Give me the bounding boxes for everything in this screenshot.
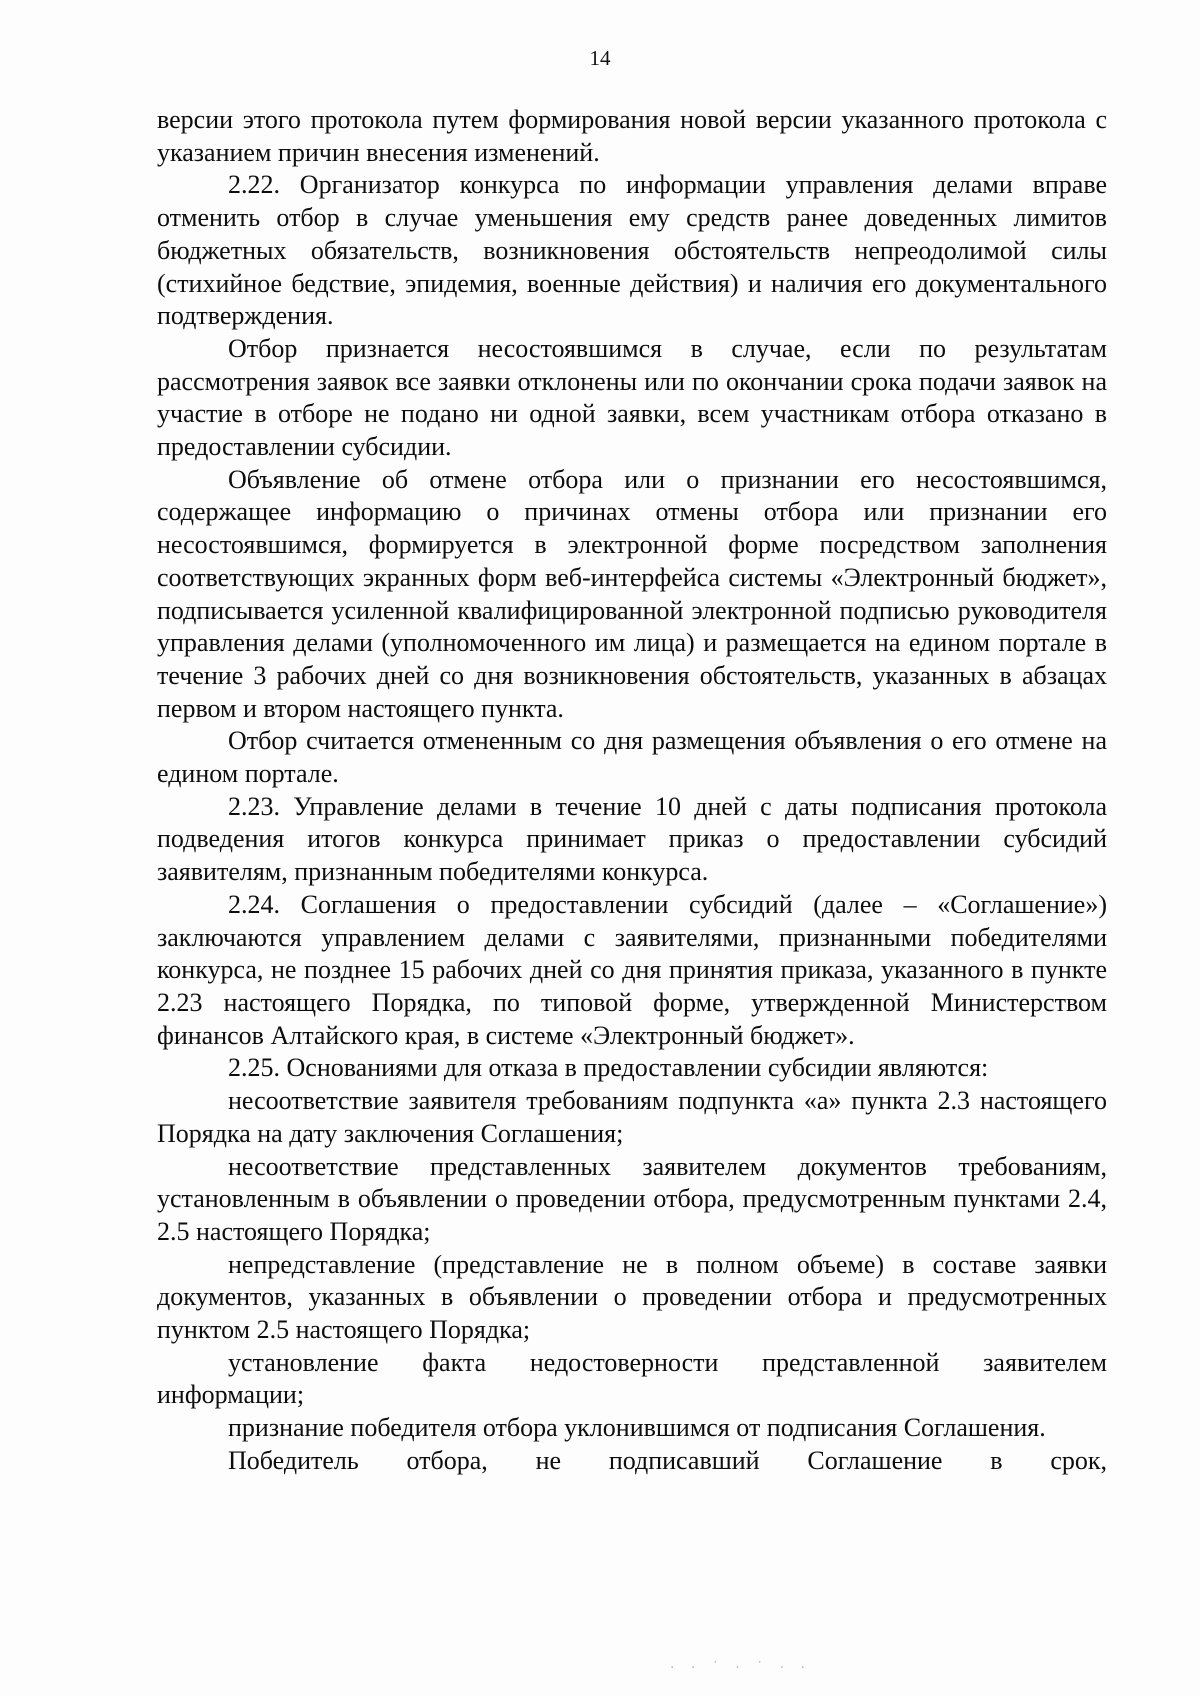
paragraph-clause-2-23: 2.23. Управление делами в течение 10 дней с даты подписания протокола подведения итогов конкурса принимает приказ о предоставлении субсидий заявителям, признанным победителями конкурса. (157, 791, 1107, 887)
paragraph-continuation: версии этого протокола путем формирования новой версии указанного протокола с указанием причин внесения изменений. (157, 105, 1107, 167)
paragraph-cancellation-effective: Отбор считается отмененным со дня размещения объявления о его отмене на едином портале. (157, 726, 1107, 789)
page-number: 14 (589, 46, 611, 70)
paragraph-failed-selection: Отбор признается несостоявшимся в случае, если по результатам рассмотрения заявок все заявки отклонены или по окончании срока подачи заявок на участие в отборе не подано ни одной заявки, всем участникам отбора отказано в предоставлении субсидии. (157, 333, 1107, 462)
paragraph-clause-2-24: 2.24. Соглашения о предоставлении субсидий (далее – «Соглашение») заключаются управлением делами с заявителями, признанными победителями конкурса, не позднее 15 рабочих дней со дня принятия приказа, указанного в пункте 2.23 настоящего Порядка, по типовой форме, утвержденной Министерством финансов Алтайского края, в системе «Электронный бюджет». (157, 889, 1107, 1050)
paragraph-ground-2: несоответствие представленных заявителем документов требованиям, установленным в объявлении о проведении отбора, предусмотренным пунктами 2.4, 2.5 настоящего Порядка; (157, 1151, 1107, 1246)
paragraph-ground-4: установление факта недостоверности представленной заявителем информации; (157, 1347, 1107, 1410)
paragraph-cancellation-notice: Объявление об отмене отбора или о признании его несостоявшимся, содержащее информацию о причинах отмены отбора или признании его несостоявшимся, формируется в электронной форме посредством заполнения соответствующих экранных форм веб-интерфейса системы «Электронный бюджет», подписывается усиленной квалифицированной электронной подписью руководителя управления делами (уполномоченного им лица) и размещается на едином портале в течение 3 рабочих дней со дня возникновения обстоятельств, указанных в абзацах первом и втором настоящего пункта. (157, 464, 1107, 723)
scan-noise: · · ˙ · ˙ · · (670, 1660, 811, 1676)
paragraph-clause-2-25: 2.25. Основаниями для отказа в предоставлении субсидии являются: (228, 1053, 989, 1083)
paragraph-ground-3: непредставление (представление не в полном объеме) в составе заявки документов, указанных в объявлении о проведении отбора и предусмотренных пунктом 2.5 настоящего Порядка; (157, 1249, 1107, 1345)
paragraph-clause-2-22: 2.22. Организатор конкурса по информации управления делами вправе отменить отбор в случае уменьшения ему средств ранее доведенных лимитов бюджетных обязательств, возникновения обстоятельств непреодолимой силы (стихийное бедствие, эпидемия, военные действия) и наличия его документального подтверждения. (157, 170, 1107, 331)
paragraph-ground-1: несоответствие заявителя требованиям подпункта «а» пункта 2.3 настоящего Порядка на дату заключения Соглашения; (157, 1086, 1107, 1148)
document-body (157, 104, 1107, 1478)
paragraph-ground-5: признание победителя отбора уклонившимся от подписания Соглашения. (228, 1413, 1046, 1443)
paragraph-winner-not-signed: Победитель отбора, не подписавший Соглашение в срок, (228, 1445, 1107, 1475)
